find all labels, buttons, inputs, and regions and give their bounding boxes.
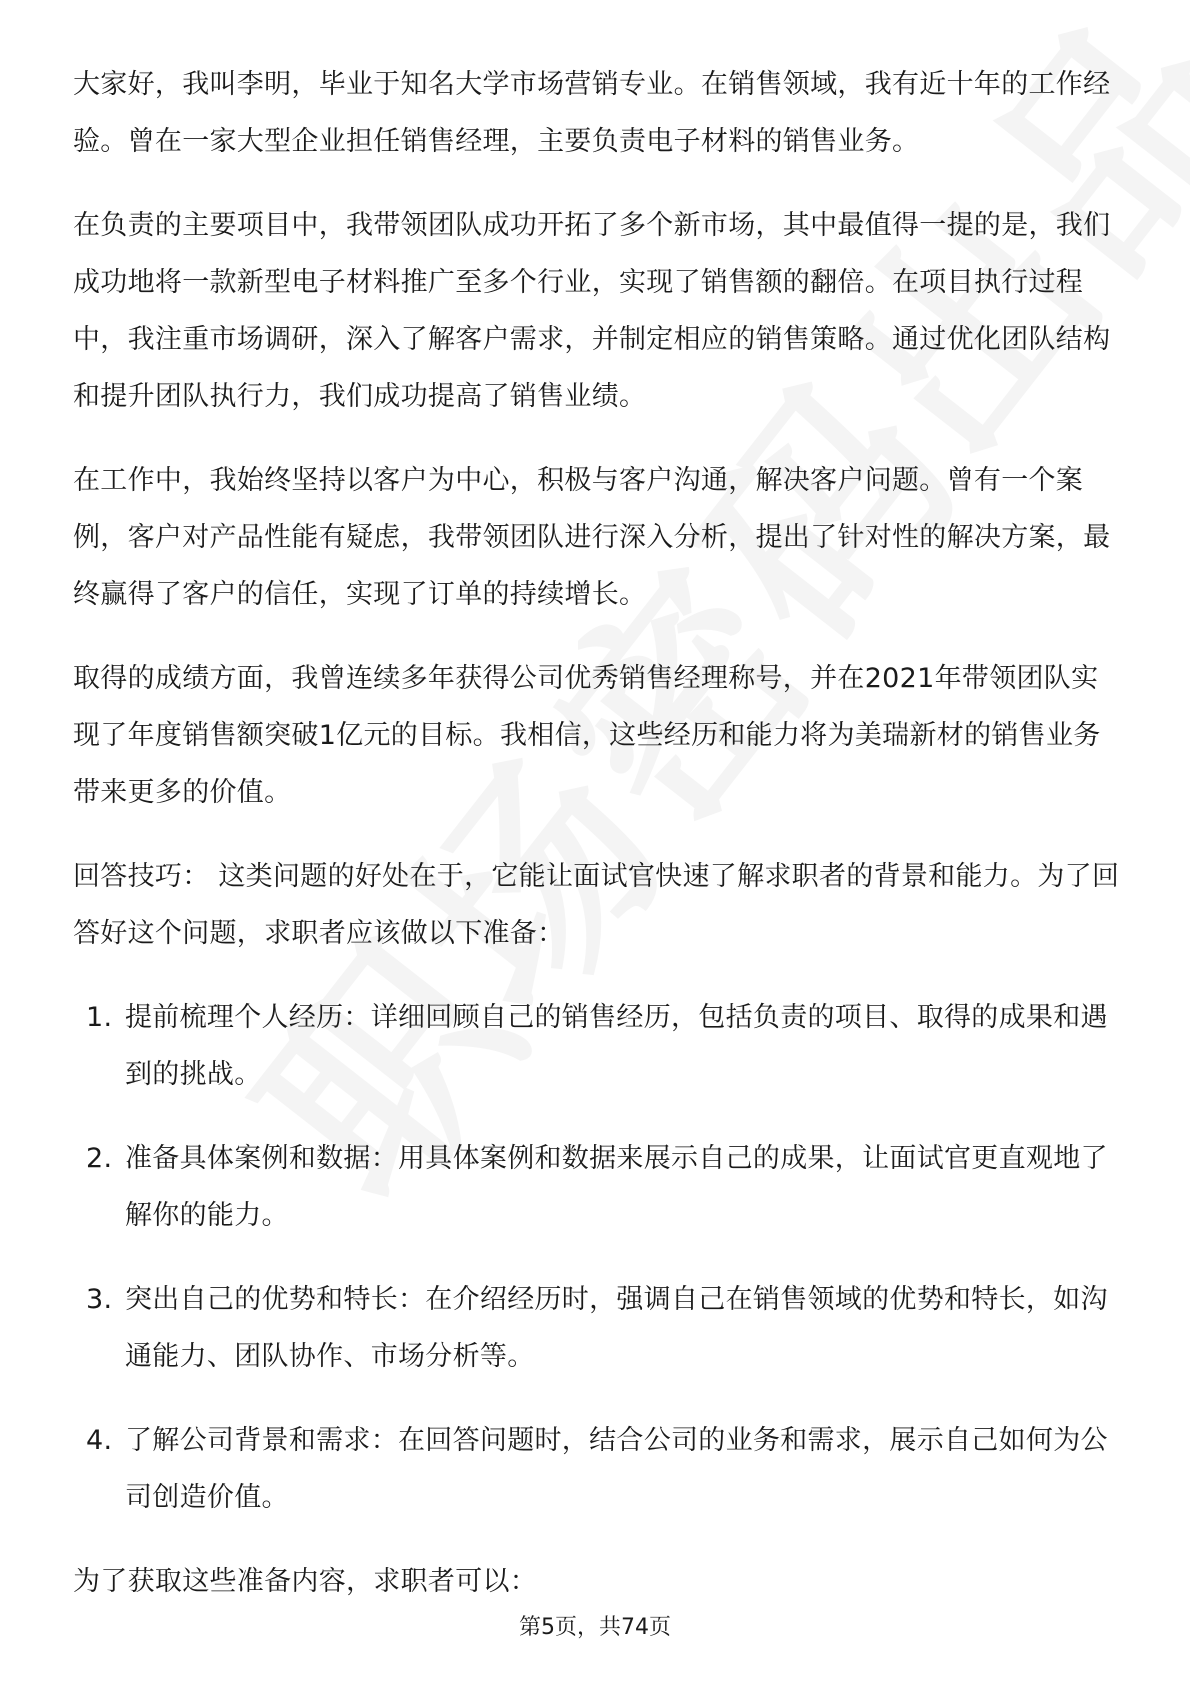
document-body (73, 56, 1123, 1637)
list-item-text: 提前梳理个人经历：详细回顾自己的销售经历，包括负责的项目、取得的成果和遇到的挑战。 (125, 1002, 1108, 1090)
paragraph-projects: 在负责的主要项目中，我带领团队成功开拓了多个新市场，其中最值得一提的是，我们成功地将一款新型电子材料推广至多个行业，实现了销售额的翻倍。在项目执行过程中，我注重市场调研，深入了解客户需求，并制定相应的销售策略。通过优化团队结构和提升团队执行力，我们成功提高了销售业绩。 (73, 210, 1111, 412)
paragraph-closing: 为了获取这些准备内容，求职者可以： (73, 1566, 538, 1597)
list-item (73, 989, 1123, 1103)
page-number-footer: 第5页，共74页 (519, 1615, 671, 1640)
list-item (73, 1412, 1123, 1526)
paragraph-customer-case: 在工作中，我始终坚持以客户为中心，积极与客户沟通，解决客户问题。曾有一个案例，客户对产品性能有疑虑，我带领团队进行深入分析，提出了针对性的解决方案，最终赢得了客户的信任，实现了订单的持续增长。 (73, 465, 1111, 610)
list-item-number: 2. (86, 1143, 113, 1174)
list-item-number: 3. (86, 1284, 113, 1315)
tips-list (73, 989, 1123, 1526)
paragraph-achievements: 取得的成绩方面，我曾连续多年获得公司优秀销售经理称号，并在2021年带领团队实现了年度销售额突破1亿元的目标。我相信，这些经历和能力将为美瑞新材的销售业务带来更多的价值。 (73, 663, 1101, 808)
list-item-number: 4. (86, 1425, 113, 1456)
list-item (73, 1130, 1123, 1244)
list-item-number: 1. (86, 1002, 113, 1033)
list-item-text: 准备具体案例和数据：用具体案例和数据来展示自己的成果，让面试官更直观地了解你的能力。 (125, 1143, 1108, 1231)
list-item (73, 1271, 1123, 1385)
list-item-text: 了解公司背景和需求：在回答问题时，结合公司的业务和需求，展示自己如何为公司创造价值。 (125, 1425, 1108, 1513)
paragraph-answer-tips: 回答技巧： 这类问题的好处在于，它能让面试官快速了解求职者的背景和能力。为了回答好这个问题，求职者应该做以下准备： (73, 861, 1120, 949)
paragraph-intro: 大家好，我叫李明，毕业于知名大学市场营销专业。在销售领域，我有近十年的工作经验。曾在一家大型企业担任销售经理，主要负责电子材料的销售业务。 (73, 69, 1111, 157)
list-item-text: 突出自己的优势和特长：在介绍经历时，强调自己在销售领域的优势和特长，如沟通能力、团队协作、市场分析等。 (125, 1284, 1108, 1372)
